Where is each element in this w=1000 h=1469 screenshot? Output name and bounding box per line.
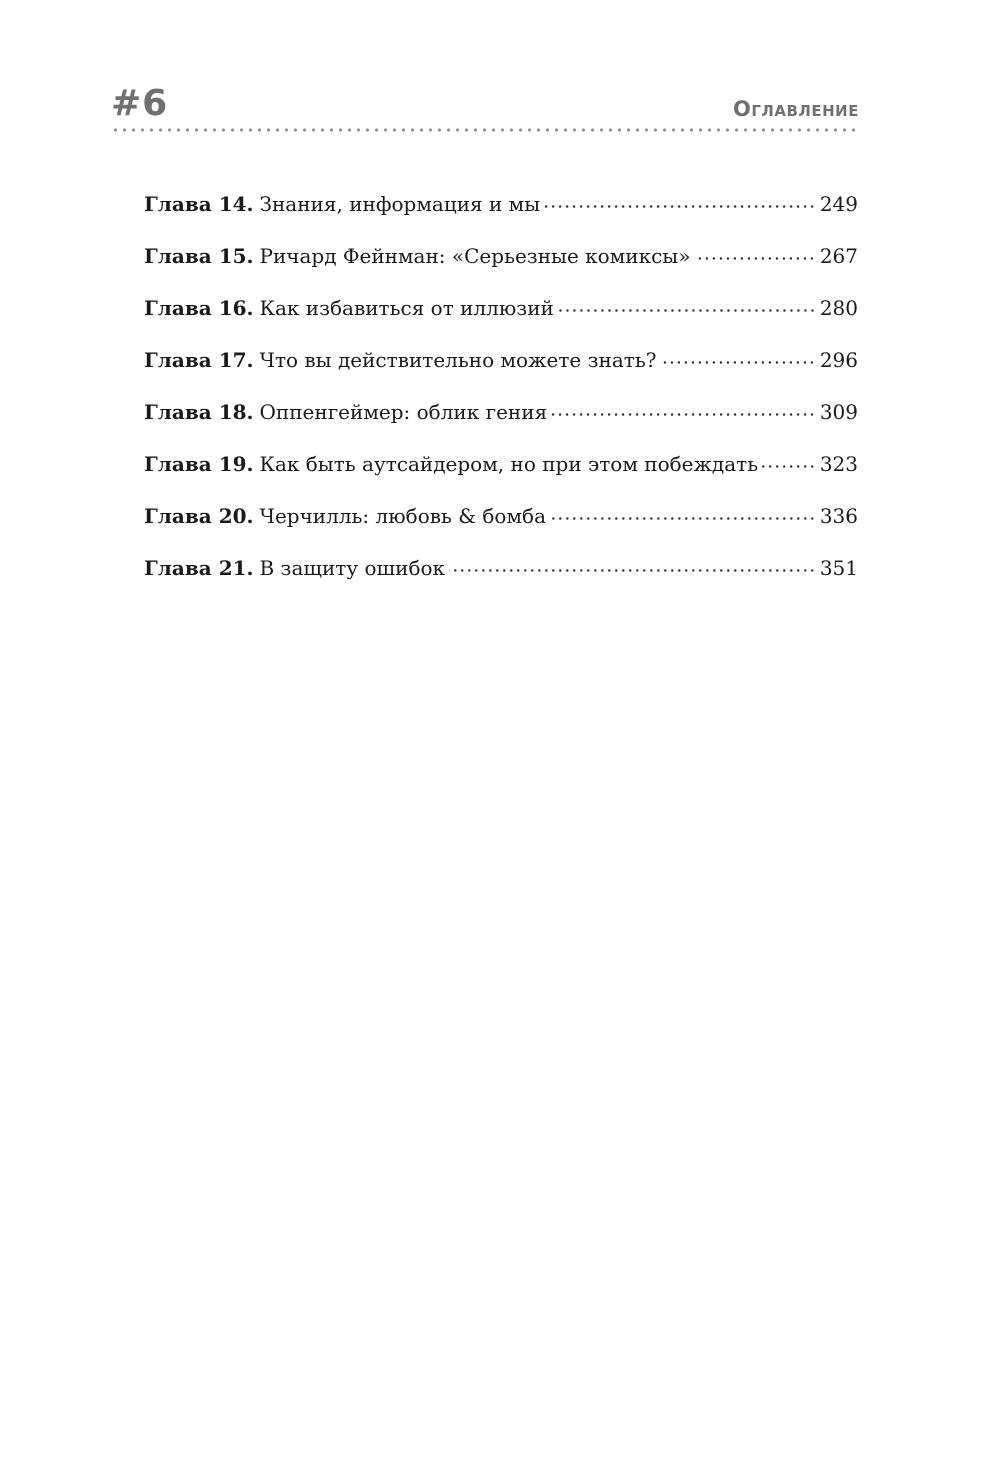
chapter-label: Глава 16. <box>144 296 254 320</box>
chapter-label: Глава 19. <box>144 452 254 476</box>
toc-entry-chapter-19[interactable] <box>144 444 858 496</box>
chapter-title: В защиту ошибок <box>259 556 446 580</box>
toc-entry-chapter-18[interactable] <box>144 392 858 444</box>
chapter-label: Глава 15. <box>144 244 254 268</box>
chapter-title: Знания, информация и мы <box>259 192 541 216</box>
chapter-title: Как быть аутсайдером, но при этом побеждать <box>259 452 759 476</box>
chapter-title: Оппенгеймер: облик гения <box>259 400 548 424</box>
dot-leader <box>551 413 816 416</box>
page-reference: 309 <box>819 400 858 424</box>
header-dotted-rule <box>111 128 859 132</box>
chapter-label: Глава 20. <box>144 504 254 528</box>
page-reference: 249 <box>819 192 858 216</box>
page-reference: 267 <box>819 244 858 268</box>
page-reference: 323 <box>819 452 858 476</box>
toc-entry-chapter-17[interactable] <box>144 340 858 392</box>
toc-entry-chapter-15[interactable] <box>144 236 858 288</box>
toc-entry-chapter-14[interactable] <box>144 184 858 236</box>
dot-leader <box>694 257 815 260</box>
chapter-label: Глава 17. <box>144 348 254 372</box>
chapter-label: Глава 21. <box>144 556 254 580</box>
dot-leader <box>762 465 816 468</box>
section-title: Оглавление <box>733 97 859 121</box>
page-reference: 336 <box>819 504 858 528</box>
toc-entry-chapter-16[interactable] <box>144 288 858 340</box>
dot-leader <box>550 517 816 520</box>
page-reference: 280 <box>819 296 858 320</box>
page-number: #6 <box>111 83 169 124</box>
page-header <box>111 82 859 142</box>
chapter-label: Глава 18. <box>144 400 254 424</box>
table-of-contents <box>144 184 858 600</box>
dot-leader <box>544 205 816 208</box>
dot-leader <box>558 309 816 312</box>
toc-entry-chapter-21[interactable] <box>144 548 858 600</box>
chapter-title: Черчилль: любовь & бомба <box>259 504 546 528</box>
chapter-title: Ричард Фейнман: «Серьезные комиксы» <box>259 244 691 268</box>
page-reference: 296 <box>819 348 858 372</box>
chapter-label: Глава 14. <box>144 192 254 216</box>
page-reference: 351 <box>819 556 858 580</box>
toc-entry-chapter-20[interactable] <box>144 496 858 548</box>
dot-leader <box>660 361 815 364</box>
chapter-title: Что вы действительно можете знать? <box>259 348 657 372</box>
dot-leader <box>449 569 816 572</box>
chapter-title: Как избавиться от иллюзий <box>259 296 554 320</box>
